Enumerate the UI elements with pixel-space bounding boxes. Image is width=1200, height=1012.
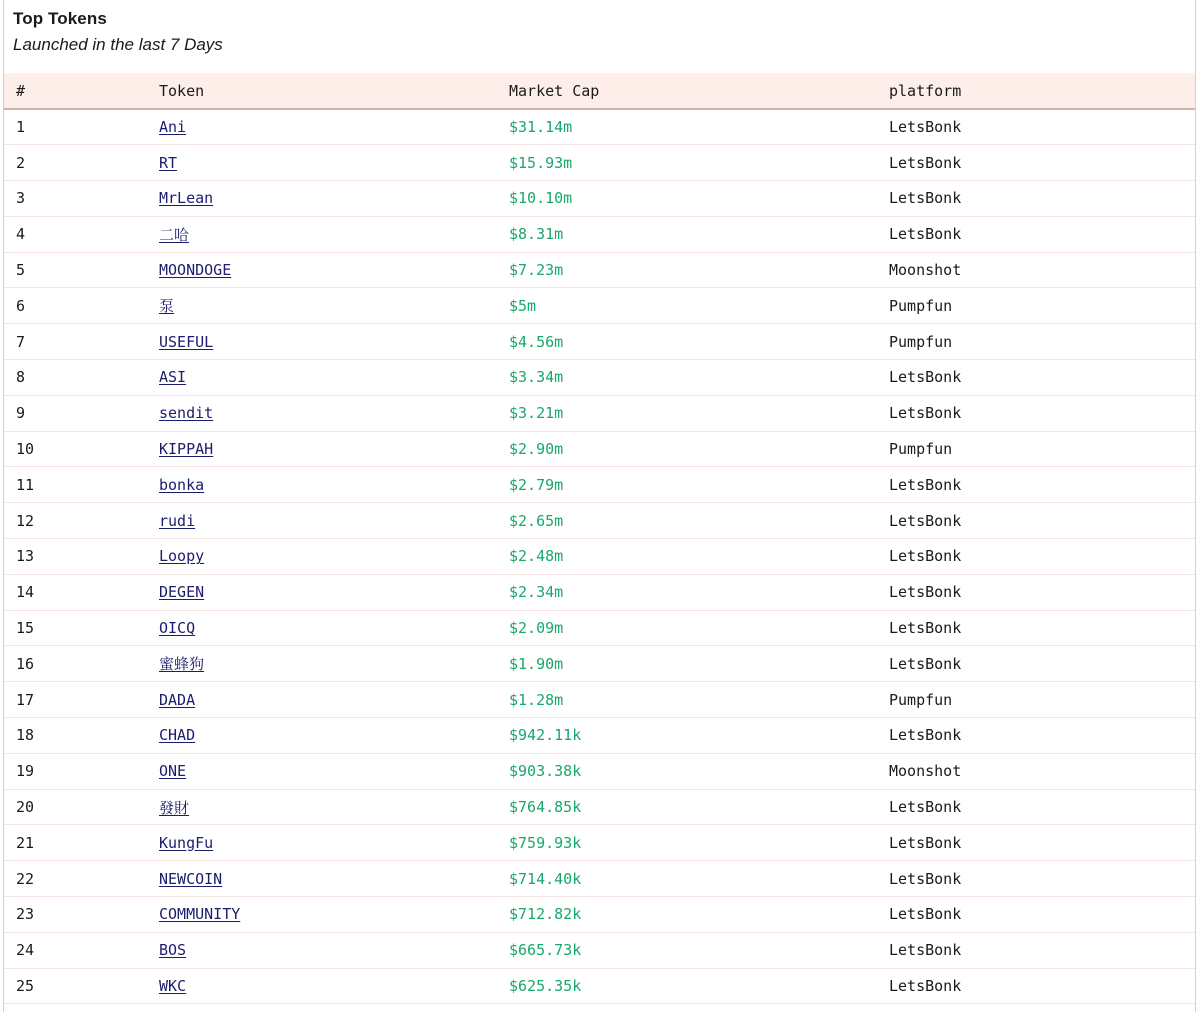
token-link[interactable]: CHAD bbox=[159, 726, 196, 745]
token-link[interactable]: MrLean bbox=[159, 189, 214, 208]
token-cell bbox=[149, 288, 499, 324]
market-cap-cell: $15.93m bbox=[499, 145, 879, 181]
market-cap-cell: $3.34m bbox=[499, 360, 879, 396]
rank-cell: 11 bbox=[4, 467, 149, 503]
table-row bbox=[4, 718, 1195, 754]
top-tokens-panel bbox=[3, 0, 1196, 1012]
token-link[interactable]: 二哈 bbox=[159, 225, 190, 244]
market-cap-cell: $759.93k bbox=[499, 825, 879, 861]
market-cap-cell: $625.35k bbox=[499, 968, 879, 1004]
token-cell bbox=[149, 503, 499, 539]
token-cell bbox=[149, 932, 499, 968]
market-cap-cell: $8.31m bbox=[499, 216, 879, 252]
token-link[interactable]: KungFu bbox=[159, 833, 214, 852]
token-link[interactable]: rudi bbox=[159, 511, 196, 530]
platform-cell: LetsBonk bbox=[879, 861, 1195, 897]
table-header bbox=[4, 73, 1195, 109]
table-row bbox=[4, 861, 1195, 897]
platform-cell: LetsBonk bbox=[879, 932, 1195, 968]
platform-cell: LetsBonk bbox=[879, 539, 1195, 575]
rank-cell: 19 bbox=[4, 753, 149, 789]
platform-cell: LetsBonk bbox=[879, 467, 1195, 503]
market-cap-cell: $712.82k bbox=[499, 897, 879, 933]
token-cell bbox=[149, 181, 499, 217]
platform-cell: Pumpfun bbox=[879, 288, 1195, 324]
market-cap-cell: $1.90m bbox=[499, 646, 879, 682]
market-cap-cell: $5m bbox=[499, 288, 879, 324]
token-link[interactable]: NEWCOIN bbox=[159, 869, 223, 888]
token-cell bbox=[149, 682, 499, 718]
table-row bbox=[4, 145, 1195, 181]
platform-cell: LetsBonk bbox=[879, 574, 1195, 610]
rank-cell: 1 bbox=[4, 109, 149, 145]
rank-cell: 21 bbox=[4, 825, 149, 861]
rank-cell: 25 bbox=[4, 968, 149, 1004]
rank-cell: 23 bbox=[4, 897, 149, 933]
token-cell bbox=[149, 968, 499, 1004]
token-cell bbox=[149, 861, 499, 897]
token-cell bbox=[149, 395, 499, 431]
rank-cell: 6 bbox=[4, 288, 149, 324]
token-cell bbox=[149, 109, 499, 145]
table-row bbox=[4, 395, 1195, 431]
token-link[interactable]: DEGEN bbox=[159, 583, 205, 602]
table-row bbox=[4, 789, 1195, 825]
panel-subtitle: Launched in the last 7 Days bbox=[13, 35, 223, 54]
market-cap-cell: $764.85k bbox=[499, 789, 879, 825]
rank-cell: 18 bbox=[4, 718, 149, 754]
table-row bbox=[4, 968, 1195, 1004]
table-row bbox=[4, 109, 1195, 145]
token-cell bbox=[149, 216, 499, 252]
table-row bbox=[4, 360, 1195, 396]
token-link[interactable]: ONE bbox=[159, 762, 187, 781]
rank-cell: 8 bbox=[4, 360, 149, 396]
table-row bbox=[4, 753, 1195, 789]
rank-cell: 13 bbox=[4, 539, 149, 575]
table-row bbox=[4, 324, 1195, 360]
rank-cell: 10 bbox=[4, 431, 149, 467]
rank-cell: 14 bbox=[4, 574, 149, 610]
rank-cell: 9 bbox=[4, 395, 149, 431]
market-cap-cell: $4.56m bbox=[499, 324, 879, 360]
token-cell bbox=[149, 789, 499, 825]
platform-cell: LetsBonk bbox=[879, 503, 1195, 539]
token-cell bbox=[149, 360, 499, 396]
platform-cell: LetsBonk bbox=[879, 360, 1195, 396]
rank-cell: 12 bbox=[4, 503, 149, 539]
token-link[interactable]: KIPPAH bbox=[159, 440, 214, 459]
market-cap-cell: $2.34m bbox=[499, 574, 879, 610]
table-row bbox=[4, 288, 1195, 324]
platform-cell: Pumpfun bbox=[879, 431, 1195, 467]
token-cell bbox=[149, 324, 499, 360]
token-cell bbox=[149, 897, 499, 933]
token-link[interactable]: Ani bbox=[159, 118, 187, 137]
table-row bbox=[4, 682, 1195, 718]
market-cap-cell: $31.14m bbox=[499, 109, 879, 145]
token-cell bbox=[149, 467, 499, 503]
column-header-rank: # bbox=[4, 73, 149, 109]
table-row bbox=[4, 216, 1195, 252]
rank-cell: 16 bbox=[4, 646, 149, 682]
token-cell bbox=[149, 252, 499, 288]
table-header-row bbox=[4, 73, 1195, 109]
token-link[interactable]: MOONDOGE bbox=[159, 261, 232, 280]
platform-cell: LetsBonk bbox=[879, 718, 1195, 754]
rank-cell: 7 bbox=[4, 324, 149, 360]
table-row bbox=[4, 252, 1195, 288]
table-row bbox=[4, 897, 1195, 933]
market-cap-cell: $2.09m bbox=[499, 610, 879, 646]
platform-cell: LetsBonk bbox=[879, 789, 1195, 825]
token-link[interactable]: sendit bbox=[159, 404, 214, 423]
token-link[interactable]: Loopy bbox=[159, 547, 205, 566]
token-cell bbox=[149, 610, 499, 646]
rank-cell: 20 bbox=[4, 789, 149, 825]
platform-cell: Pumpfun bbox=[879, 324, 1195, 360]
platform-cell: LetsBonk bbox=[879, 610, 1195, 646]
rank-cell: 17 bbox=[4, 682, 149, 718]
platform-cell: LetsBonk bbox=[879, 216, 1195, 252]
token-cell bbox=[149, 646, 499, 682]
table-row bbox=[4, 825, 1195, 861]
token-link[interactable]: 蜜蜂狗 bbox=[159, 655, 205, 674]
token-link[interactable]: 泵 bbox=[159, 297, 175, 316]
market-cap-cell: $903.38k bbox=[499, 753, 879, 789]
table-row bbox=[4, 467, 1195, 503]
platform-cell: Moonshot bbox=[879, 753, 1195, 789]
token-link[interactable]: COMMUNITY bbox=[159, 905, 241, 924]
platform-cell: Pumpfun bbox=[879, 682, 1195, 718]
platform-cell: LetsBonk bbox=[879, 825, 1195, 861]
token-cell bbox=[149, 431, 499, 467]
rank-cell: 24 bbox=[4, 932, 149, 968]
market-cap-cell: $3.21m bbox=[499, 395, 879, 431]
platform-cell: LetsBonk bbox=[879, 109, 1195, 145]
token-cell bbox=[149, 753, 499, 789]
table-row bbox=[4, 610, 1195, 646]
token-cell bbox=[149, 145, 499, 181]
platform-cell: LetsBonk bbox=[879, 968, 1195, 1004]
platform-cell: Moonshot bbox=[879, 252, 1195, 288]
table-body bbox=[4, 109, 1195, 1004]
market-cap-cell: $2.79m bbox=[499, 467, 879, 503]
market-cap-cell: $7.23m bbox=[499, 252, 879, 288]
platform-cell: LetsBonk bbox=[879, 145, 1195, 181]
tokens-table bbox=[4, 73, 1195, 1004]
token-link[interactable]: USEFUL bbox=[159, 332, 214, 351]
table-row bbox=[4, 431, 1195, 467]
token-link[interactable]: 發財 bbox=[159, 798, 190, 817]
token-cell bbox=[149, 825, 499, 861]
panel-title: Top Tokens bbox=[13, 9, 107, 28]
market-cap-cell: $1.28m bbox=[499, 682, 879, 718]
platform-cell: LetsBonk bbox=[879, 646, 1195, 682]
token-link[interactable]: ASI bbox=[159, 368, 187, 387]
table-row bbox=[4, 932, 1195, 968]
rank-cell: 15 bbox=[4, 610, 149, 646]
token-link[interactable]: OICQ bbox=[159, 619, 196, 638]
column-header-platform: platform bbox=[879, 73, 1195, 109]
rank-cell: 5 bbox=[4, 252, 149, 288]
token-link[interactable]: RT bbox=[159, 153, 178, 172]
token-cell bbox=[149, 718, 499, 754]
column-header-token: Token bbox=[149, 73, 499, 109]
rank-cell: 22 bbox=[4, 861, 149, 897]
token-link[interactable]: DADA bbox=[159, 690, 196, 709]
market-cap-cell: $2.90m bbox=[499, 431, 879, 467]
platform-cell: LetsBonk bbox=[879, 181, 1195, 217]
token-link[interactable]: bonka bbox=[159, 475, 205, 494]
market-cap-cell: $10.10m bbox=[499, 181, 879, 217]
rank-cell: 2 bbox=[4, 145, 149, 181]
market-cap-cell: $665.73k bbox=[499, 932, 879, 968]
table-row bbox=[4, 646, 1195, 682]
table-row bbox=[4, 539, 1195, 575]
rank-cell: 4 bbox=[4, 216, 149, 252]
market-cap-cell: $2.48m bbox=[499, 539, 879, 575]
platform-cell: LetsBonk bbox=[879, 395, 1195, 431]
rank-cell: 3 bbox=[4, 181, 149, 217]
token-cell bbox=[149, 539, 499, 575]
token-link[interactable]: WKC bbox=[159, 977, 187, 996]
table-row bbox=[4, 503, 1195, 539]
table-row bbox=[4, 574, 1195, 610]
platform-cell: LetsBonk bbox=[879, 897, 1195, 933]
token-link[interactable]: BOS bbox=[159, 941, 187, 960]
table-row bbox=[4, 181, 1195, 217]
token-cell bbox=[149, 574, 499, 610]
market-cap-cell: $2.65m bbox=[499, 503, 879, 539]
column-header-market-cap: Market Cap bbox=[499, 73, 879, 109]
market-cap-cell: $714.40k bbox=[499, 861, 879, 897]
market-cap-cell: $942.11k bbox=[499, 718, 879, 754]
